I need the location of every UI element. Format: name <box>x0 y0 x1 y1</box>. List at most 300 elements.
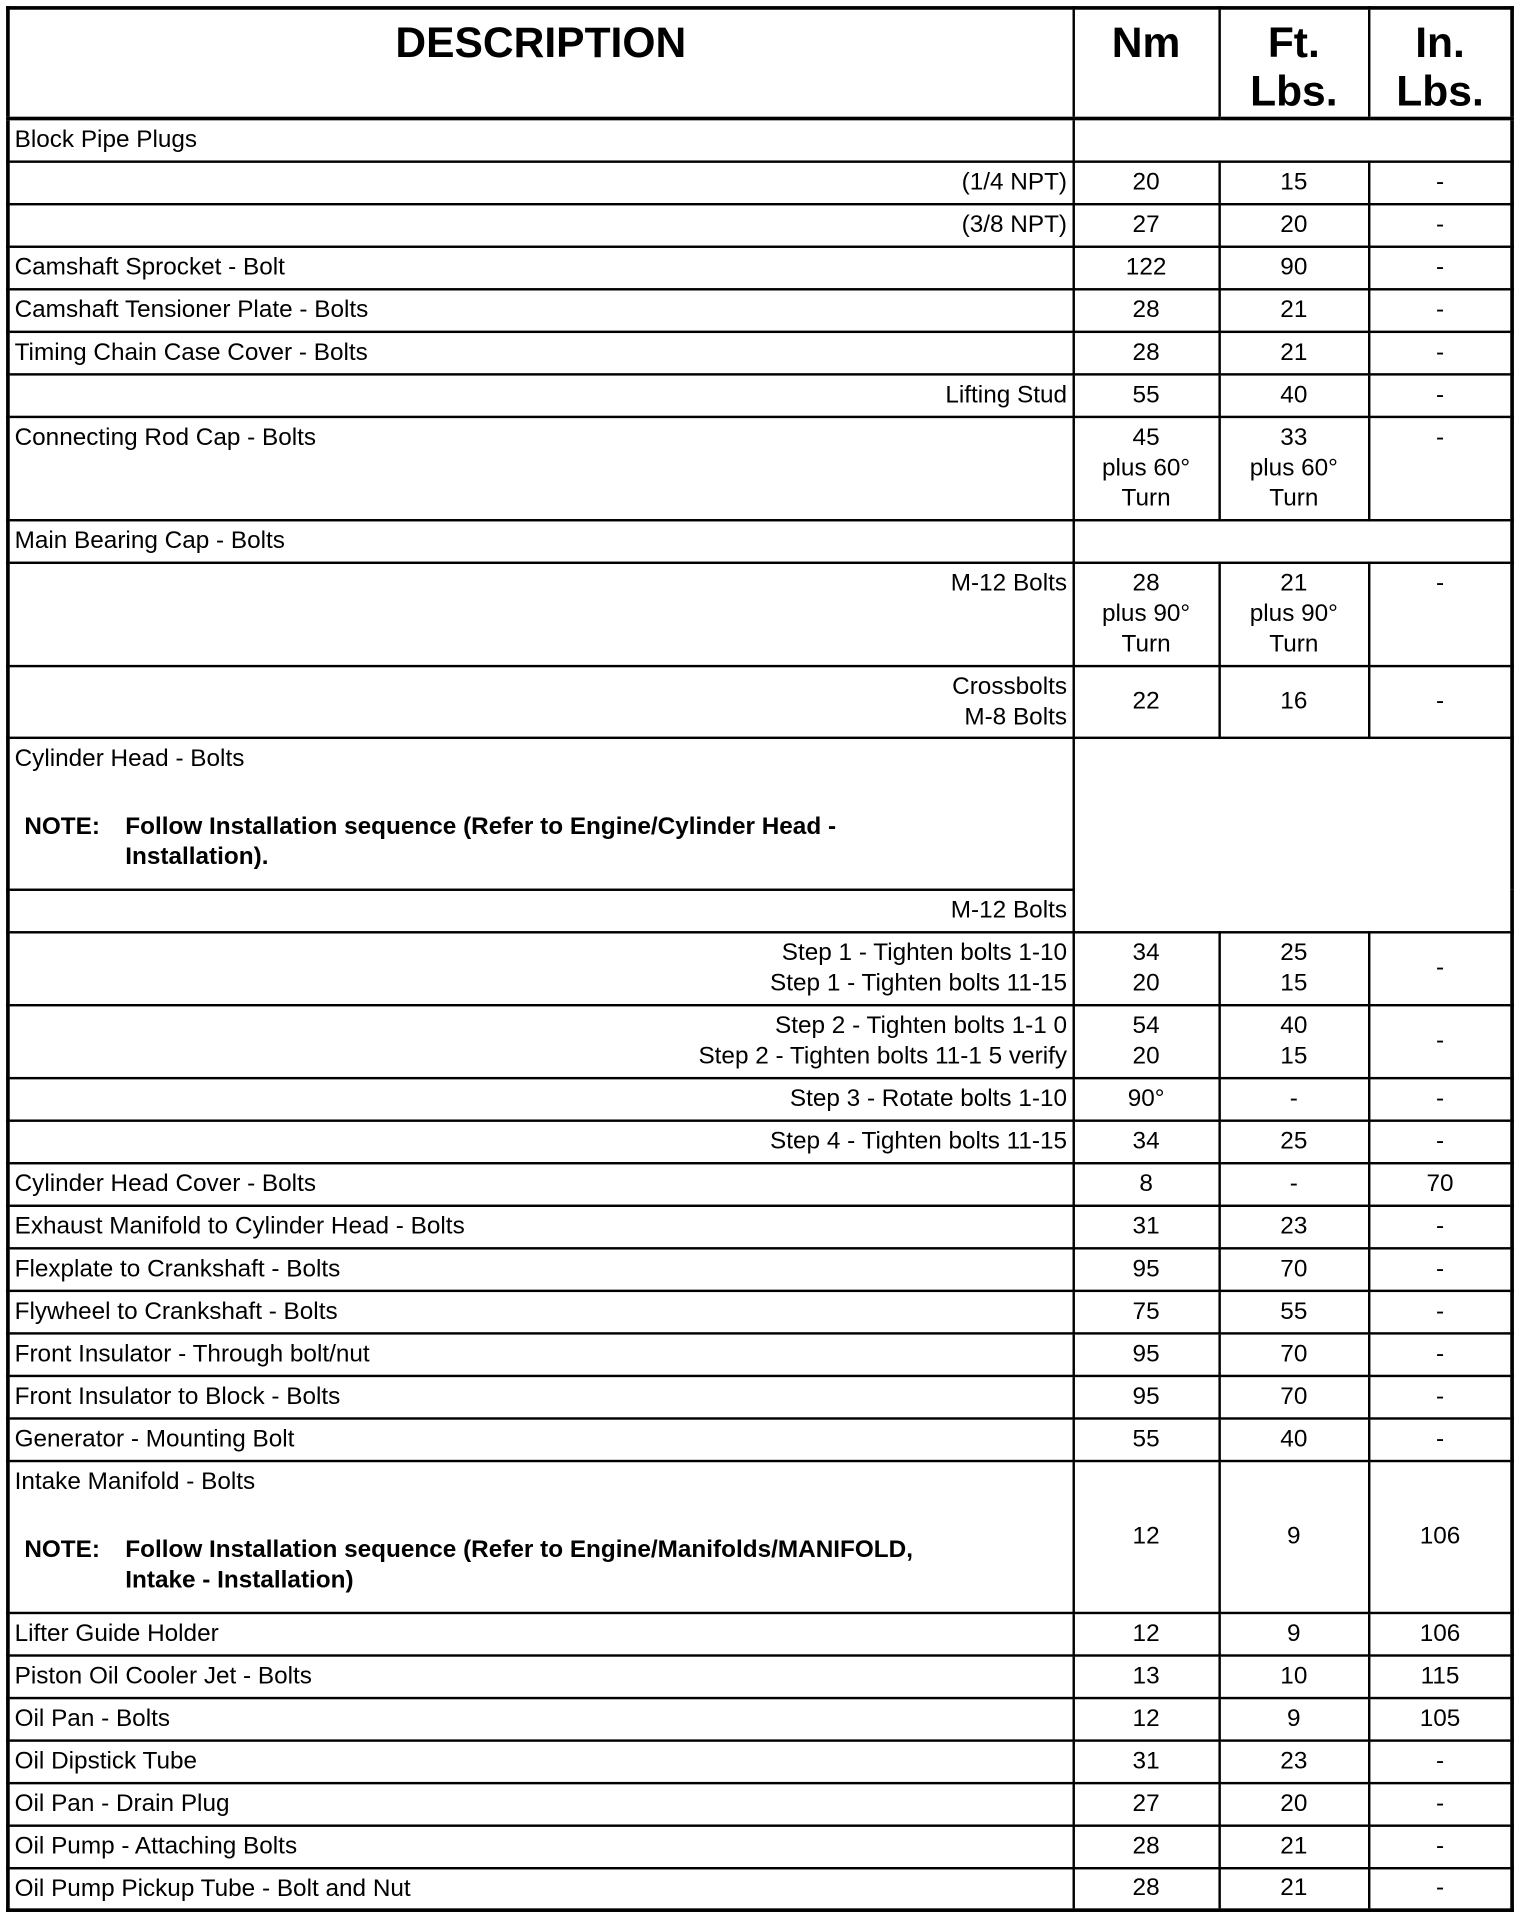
description-cell <box>8 1120 1073 1163</box>
text-line: - <box>1435 168 1445 196</box>
text-line: 20 <box>1132 1042 1160 1070</box>
nm-cell <box>1073 1868 1219 1911</box>
text-line: Piston Oil Cooler Jet - Bolts <box>14 1662 312 1689</box>
text-line: 70 <box>1426 1169 1454 1197</box>
description-cell <box>8 889 1073 932</box>
ft-lbs-cell <box>1219 1460 1369 1612</box>
text-line: 70 <box>1280 1255 1308 1282</box>
note-label: NOTE: <box>24 1535 100 1563</box>
text-line: plus 90° <box>1102 599 1191 627</box>
text-line: - <box>1435 423 1445 451</box>
text-line: 33 <box>1280 423 1308 451</box>
text-line: 8 <box>1139 1169 1153 1197</box>
nm-cell <box>1073 1005 1219 1078</box>
text-line: 12 <box>1132 1704 1160 1732</box>
text-line: - <box>1435 1382 1445 1410</box>
ft-lbs-cell <box>1219 1290 1369 1333</box>
text-line: 106 <box>1419 1619 1461 1647</box>
ft-lbs-cell <box>1219 1375 1369 1418</box>
table-row <box>8 1783 1512 1826</box>
text-line: (1/4 NPT) <box>961 168 1068 196</box>
in-lbs-cell <box>1369 1375 1512 1418</box>
text-line: 27 <box>1132 1789 1160 1817</box>
description-cell <box>8 1612 1073 1655</box>
nm-cell <box>1073 932 1219 1005</box>
description-cell <box>8 374 1073 417</box>
ft-lbs-cell <box>1219 289 1369 332</box>
description-cell <box>8 246 1073 289</box>
header-in-line2: Lbs. <box>1396 68 1484 116</box>
ft-lbs-cell <box>1219 1655 1369 1698</box>
text-line: - <box>1435 1789 1445 1817</box>
text-line: 95 <box>1132 1382 1160 1410</box>
text-line: Intake - Installation) <box>125 1566 354 1593</box>
text-line: 31 <box>1132 1747 1160 1775</box>
text-line: 13 <box>1132 1662 1160 1689</box>
table-row <box>8 246 1512 289</box>
text-line: 21 <box>1280 338 1308 366</box>
table-row <box>8 1418 1512 1461</box>
header-nm: Nm <box>1073 8 1219 119</box>
text-line: 106 <box>1419 1522 1461 1550</box>
ft-lbs-cell <box>1219 1612 1369 1655</box>
nm-cell <box>1073 1333 1219 1376</box>
ft-lbs-cell <box>1219 204 1369 247</box>
text-line: Front Insulator - Through bolt/nut <box>14 1340 370 1367</box>
text-line: - <box>1435 1084 1445 1112</box>
in-lbs-cell <box>1369 204 1512 247</box>
text-line: 27 <box>1132 210 1160 238</box>
table-row <box>8 737 1512 889</box>
table-header-row <box>8 8 1512 119</box>
text-line: Flywheel to Crankshaft - Bolts <box>14 1297 338 1325</box>
text-line: - <box>1435 381 1445 408</box>
description-cell <box>8 1697 1073 1740</box>
header-ft-lbs <box>1219 8 1369 119</box>
text-line: 31 <box>1132 1212 1160 1240</box>
description-cell <box>8 1005 1073 1078</box>
in-lbs-cell <box>1369 1825 1512 1868</box>
table-row <box>8 1078 1512 1121</box>
text-line: Block Pipe Plugs <box>14 126 198 154</box>
description-cell <box>8 1163 1073 1206</box>
nm-cell <box>1073 161 1219 204</box>
text-line: Step 1 - Tighten bolts 11-15 <box>770 969 1068 997</box>
header-in-line1: In. <box>1415 19 1465 67</box>
nm-cell <box>1073 1120 1219 1163</box>
description-cell <box>8 1868 1073 1911</box>
description-cell <box>8 1740 1073 1783</box>
ft-lbs-cell <box>1219 1248 1369 1291</box>
text-line: Oil Pump Pickup Tube - Bolt and Nut <box>14 1874 411 1902</box>
text-line: Step 2 - Tighten bolts 11-1 5 verify <box>698 1042 1068 1070</box>
text-line: - <box>1435 954 1445 981</box>
in-lbs-cell <box>1369 1163 1512 1206</box>
text-line: M-12 Bolts <box>950 569 1068 597</box>
text-line: Oil Pump - Attaching Bolts <box>14 1832 298 1860</box>
table-row <box>8 1333 1512 1376</box>
ft-lbs-cell <box>1219 416 1369 519</box>
table-row <box>8 1740 1512 1783</box>
ft-lbs-cell <box>1219 562 1369 665</box>
ft-lbs-cell <box>1219 1697 1369 1740</box>
ft-lbs-cell <box>1219 374 1369 417</box>
empty-value-cell <box>1073 737 1512 931</box>
in-lbs-cell <box>1369 1005 1512 1078</box>
text-line: 54 <box>1132 1011 1160 1039</box>
description-cell <box>8 204 1073 247</box>
table-row <box>8 331 1512 374</box>
text-line: - <box>1435 569 1445 597</box>
text-line: 28 <box>1132 1874 1160 1902</box>
text-line: - <box>1435 295 1445 323</box>
ft-lbs-cell <box>1219 1825 1369 1868</box>
description-cell <box>8 289 1073 332</box>
in-lbs-cell <box>1369 289 1512 332</box>
nm-cell <box>1073 1655 1219 1698</box>
in-lbs-cell <box>1369 331 1512 374</box>
ft-lbs-cell <box>1219 1078 1369 1121</box>
text-line: Main Bearing Cap - Bolts <box>14 526 285 554</box>
text-line: 21 <box>1280 295 1308 323</box>
table-row <box>8 1248 1512 1291</box>
nm-cell <box>1073 246 1219 289</box>
table-row <box>8 1205 1512 1248</box>
description-cell <box>8 1655 1073 1698</box>
table-row <box>8 119 1512 162</box>
nm-cell <box>1073 1825 1219 1868</box>
table-row <box>8 161 1512 204</box>
table-row <box>8 1375 1512 1418</box>
ft-lbs-cell <box>1219 246 1369 289</box>
header-in-lbs <box>1369 8 1512 119</box>
text-line: 9 <box>1287 1522 1301 1550</box>
text-line: 28 <box>1132 295 1160 323</box>
nm-cell <box>1073 1740 1219 1783</box>
in-lbs-cell <box>1369 665 1512 737</box>
text-line: Flexplate to Crankshaft - Bolts <box>14 1255 341 1282</box>
empty-value-cell <box>1073 520 1512 563</box>
in-lbs-cell <box>1369 374 1512 417</box>
text-line: 34 <box>1132 1127 1160 1155</box>
text-line: Step 1 - Tighten bolts 1-10 <box>781 938 1068 966</box>
nm-cell <box>1073 1290 1219 1333</box>
text-line: 28 <box>1132 569 1160 597</box>
text-line: - <box>1435 210 1445 238</box>
table-row <box>8 1868 1512 1911</box>
table-row <box>8 562 1512 665</box>
ft-lbs-cell <box>1219 1740 1369 1783</box>
description-cell <box>8 737 1073 889</box>
in-lbs-cell <box>1369 1418 1512 1461</box>
text-line: 45 <box>1132 423 1160 451</box>
in-lbs-cell <box>1369 1078 1512 1121</box>
table-row <box>8 1825 1512 1868</box>
text-line: Lifter Guide Holder <box>14 1619 219 1647</box>
ft-lbs-cell <box>1219 665 1369 737</box>
nm-cell <box>1073 1612 1219 1655</box>
text-line: Turn <box>1121 484 1171 512</box>
table-row <box>8 289 1512 332</box>
text-line: - <box>1435 253 1445 281</box>
nm-cell <box>1073 1248 1219 1291</box>
in-lbs-cell <box>1369 1655 1512 1698</box>
nm-cell <box>1073 665 1219 737</box>
nm-cell <box>1073 1078 1219 1121</box>
in-lbs-cell <box>1369 932 1512 1005</box>
text-line: 40 <box>1280 381 1308 408</box>
in-lbs-cell <box>1369 1205 1512 1248</box>
text-line: 15 <box>1280 168 1308 196</box>
text-line: Step 3 - Rotate bolts 1-10 <box>789 1084 1068 1112</box>
text-line: - <box>1435 1027 1445 1054</box>
description-cell <box>8 331 1073 374</box>
description-cell <box>8 1783 1073 1826</box>
nm-cell <box>1073 331 1219 374</box>
text-line: 55 <box>1280 1297 1308 1325</box>
description-cell <box>8 932 1073 1005</box>
nm-cell <box>1073 1205 1219 1248</box>
text-line: 75 <box>1132 1297 1160 1325</box>
in-lbs-cell <box>1369 1290 1512 1333</box>
text-line: 90° <box>1127 1084 1165 1112</box>
table-row <box>8 1655 1512 1698</box>
nm-cell <box>1073 1783 1219 1826</box>
text-line: - <box>1435 1212 1445 1240</box>
table-row <box>8 665 1512 737</box>
in-lbs-cell <box>1369 562 1512 665</box>
in-lbs-cell <box>1369 1248 1512 1291</box>
in-lbs-cell <box>1369 161 1512 204</box>
ft-lbs-cell <box>1219 1333 1369 1376</box>
text-line: Installation). <box>125 842 269 870</box>
text-line: Oil Pan - Drain Plug <box>14 1789 230 1817</box>
text-line: Front Insulator to Block - Bolts <box>14 1382 341 1410</box>
table-row <box>8 204 1512 247</box>
text-line: - <box>1435 1832 1445 1860</box>
header-description: DESCRIPTION <box>8 8 1073 119</box>
text-line: 20 <box>1280 210 1308 238</box>
text-line: 15 <box>1280 1042 1308 1070</box>
table-row <box>8 1005 1512 1078</box>
nm-cell <box>1073 562 1219 665</box>
text-line: 115 <box>1420 1662 1460 1689</box>
in-lbs-cell <box>1369 1612 1512 1655</box>
text-line: 22 <box>1132 687 1160 715</box>
text-line: - <box>1289 1169 1298 1197</box>
text-line: plus 60° <box>1249 453 1338 481</box>
nm-cell <box>1073 374 1219 417</box>
text-line: Turn <box>1121 630 1171 657</box>
ft-lbs-cell <box>1219 331 1369 374</box>
nm-cell <box>1073 1163 1219 1206</box>
text-line: 28 <box>1132 1832 1160 1860</box>
nm-cell <box>1073 1418 1219 1461</box>
text-line: - <box>1435 1425 1445 1452</box>
ft-lbs-cell <box>1219 1868 1369 1911</box>
description-cell <box>8 1460 1073 1612</box>
text-line: - <box>1435 1255 1445 1282</box>
text-line: plus 60° <box>1102 453 1191 481</box>
ft-lbs-cell <box>1219 1205 1369 1248</box>
text-line: - <box>1435 1297 1445 1325</box>
text-line: Step 4 - Tighten bolts 11-15 <box>770 1127 1068 1155</box>
in-lbs-cell <box>1369 416 1512 519</box>
description-cell <box>8 1248 1073 1291</box>
table-row <box>8 1697 1512 1740</box>
text-line: 95 <box>1132 1255 1160 1282</box>
text-line: 40 <box>1280 1011 1308 1039</box>
in-lbs-cell <box>1369 1783 1512 1826</box>
text-line: 70 <box>1280 1340 1308 1367</box>
description-cell <box>8 161 1073 204</box>
description-cell <box>8 665 1073 737</box>
description-cell <box>8 1418 1073 1461</box>
text-line: - <box>1289 1084 1298 1112</box>
table-row <box>8 932 1512 1005</box>
in-lbs-cell <box>1369 246 1512 289</box>
table-row <box>8 1120 1512 1163</box>
ft-lbs-cell <box>1219 1418 1369 1461</box>
nm-cell <box>1073 1697 1219 1740</box>
text-line: - <box>1435 1747 1445 1775</box>
text-line: - <box>1435 1874 1445 1902</box>
in-lbs-cell <box>1369 1868 1512 1911</box>
text-line: M-8 Bolts <box>964 703 1068 730</box>
text-line: (3/8 NPT) <box>961 210 1068 238</box>
text-line: Oil Dipstick Tube <box>14 1747 198 1775</box>
text-line: 70 <box>1280 1382 1308 1410</box>
empty-value-cell <box>1073 119 1512 162</box>
text-line: 21 <box>1280 569 1308 597</box>
text-line: Connecting Rod Cap - Bolts <box>14 423 317 451</box>
text-line: 55 <box>1132 381 1160 408</box>
description-cell <box>8 562 1073 665</box>
text-line: 122 <box>1125 253 1167 281</box>
nm-cell <box>1073 416 1219 519</box>
text-line: plus 90° <box>1249 599 1338 627</box>
text-line: 21 <box>1280 1832 1308 1860</box>
text-line: 95 <box>1132 1340 1160 1367</box>
text-line: 23 <box>1280 1747 1308 1775</box>
table-row <box>8 1163 1512 1206</box>
description-cell <box>8 1375 1073 1418</box>
text-line: Cylinder Head Cover - Bolts <box>14 1169 317 1197</box>
text-line: 55 <box>1132 1425 1160 1452</box>
table-row <box>8 374 1512 417</box>
text-line: 20 <box>1132 969 1160 997</box>
text-line: Intake Manifold - Bolts <box>14 1467 256 1495</box>
text-line: Step 2 - Tighten bolts 1-1 0 <box>775 1011 1068 1039</box>
text-line: 34 <box>1132 938 1160 966</box>
text-line: Timing Chain Case Cover - Bolts <box>14 338 368 366</box>
text-line: Turn <box>1269 630 1319 657</box>
text-line: 9 <box>1287 1619 1301 1647</box>
text-line: 20 <box>1132 168 1160 196</box>
text-line: 40 <box>1280 1425 1308 1452</box>
text-line: 10 <box>1280 1662 1308 1689</box>
ft-lbs-cell <box>1219 1120 1369 1163</box>
text-line: - <box>1435 1127 1445 1155</box>
text-line: 25 <box>1280 1127 1308 1155</box>
header-ft-line2: Lbs. <box>1250 68 1338 116</box>
text-line: 90 <box>1280 253 1308 281</box>
text-line: 105 <box>1419 1704 1461 1732</box>
text-line: 20 <box>1280 1789 1308 1817</box>
nm-cell <box>1073 1375 1219 1418</box>
ft-lbs-cell <box>1219 1163 1369 1206</box>
text-line: Exhaust Manifold to Cylinder Head - Bolts <box>14 1212 465 1240</box>
nm-cell <box>1073 1460 1219 1612</box>
description-cell <box>8 119 1073 162</box>
text-line: Lifting Stud <box>945 381 1068 408</box>
ft-lbs-cell <box>1219 161 1369 204</box>
text-line: 12 <box>1132 1619 1160 1647</box>
text-line: Oil Pan - Bolts <box>14 1704 171 1732</box>
in-lbs-cell <box>1369 1333 1512 1376</box>
text-line: - <box>1435 338 1445 366</box>
ft-lbs-cell <box>1219 932 1369 1005</box>
text-line: 25 <box>1280 938 1308 966</box>
text-line: 23 <box>1280 1212 1308 1240</box>
text-line: 9 <box>1287 1704 1301 1732</box>
in-lbs-cell <box>1369 1697 1512 1740</box>
table-row <box>8 1290 1512 1333</box>
text-line: 28 <box>1132 338 1160 366</box>
note <box>15 811 1067 872</box>
text-line: - <box>1435 1340 1445 1367</box>
text-line: Follow Installation sequence (Refer to Engine/Manifolds/MANIFOLD, <box>125 1535 913 1563</box>
description-cell <box>8 1825 1073 1868</box>
in-lbs-cell <box>1369 1740 1512 1783</box>
description-cell <box>8 1205 1073 1248</box>
note-text <box>125 811 836 872</box>
text-line: 21 <box>1280 1874 1308 1902</box>
text-line: Crossbolts <box>952 672 1068 700</box>
in-lbs-cell <box>1369 1120 1512 1163</box>
description-cell <box>8 1078 1073 1121</box>
note-text <box>125 1535 913 1596</box>
text-line: M-12 Bolts <box>950 896 1068 924</box>
table-row <box>8 1612 1512 1655</box>
description-cell <box>8 520 1073 563</box>
nm-cell <box>1073 204 1219 247</box>
table-row <box>8 520 1512 563</box>
text-line: Camshaft Tensioner Plate - Bolts <box>14 295 369 323</box>
header-ft-line1: Ft. <box>1267 19 1320 67</box>
note <box>15 1535 1067 1596</box>
note-label: NOTE: <box>24 812 100 840</box>
text-line: 12 <box>1132 1522 1160 1550</box>
text-line: Camshaft Sprocket - Bolt <box>14 253 285 281</box>
text-line: 16 <box>1280 687 1308 715</box>
description-cell <box>8 1290 1073 1333</box>
ft-lbs-cell <box>1219 1783 1369 1826</box>
text-line: 15 <box>1280 969 1308 997</box>
table-row <box>8 1460 1512 1612</box>
torque-spec-table <box>6 6 1514 1912</box>
nm-cell <box>1073 289 1219 332</box>
text-line: - <box>1435 687 1445 715</box>
table-row <box>8 416 1512 519</box>
text-line: Turn <box>1269 484 1319 512</box>
description-cell <box>8 416 1073 519</box>
text-line: Follow Installation sequence (Refer to Engine/Cylinder Head - <box>125 812 837 840</box>
text-line: Cylinder Head - Bolts <box>14 744 245 772</box>
in-lbs-cell <box>1369 1460 1512 1612</box>
text-line: Generator - Mounting Bolt <box>14 1425 295 1452</box>
description-cell <box>8 1333 1073 1376</box>
